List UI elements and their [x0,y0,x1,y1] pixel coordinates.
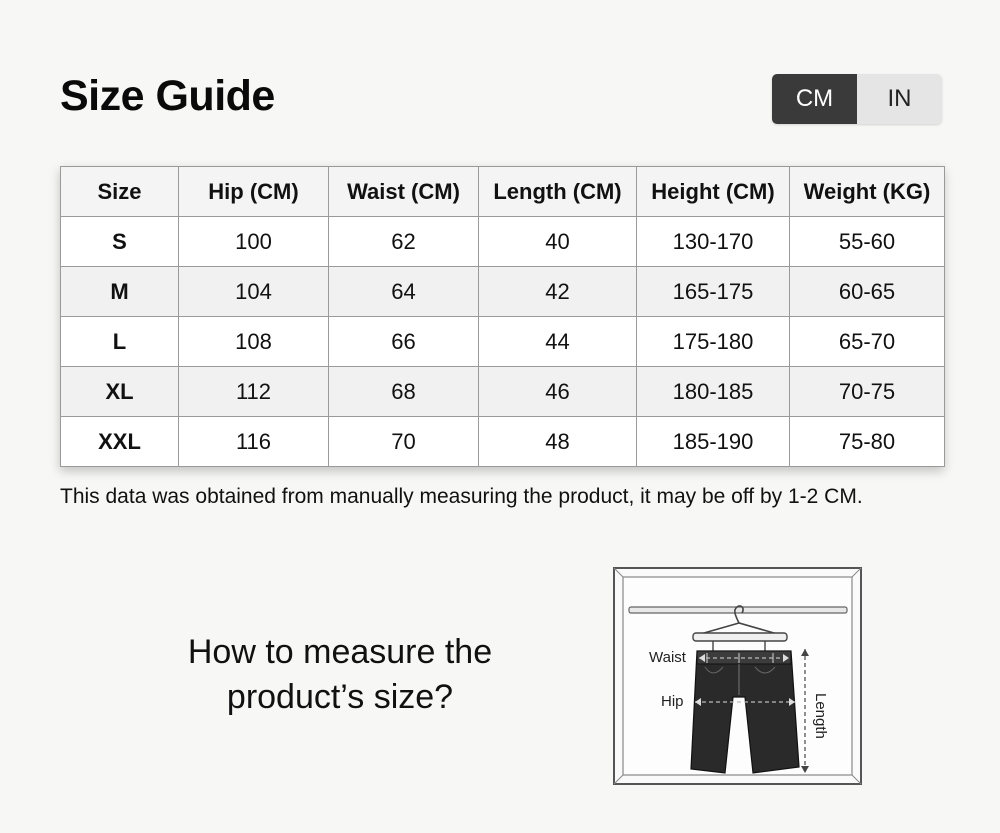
weight-cell: 75-80 [790,417,945,467]
column-header-length: Length (CM) [479,167,637,217]
waist-cell: 66 [329,317,479,367]
size-cell: M [61,267,179,317]
table-row [61,217,945,267]
column-header-waist: Waist (CM) [329,167,479,217]
weight-cell: 60-65 [790,267,945,317]
height-cell: 185-190 [637,417,790,467]
hip-cell: 108 [179,317,329,367]
hip-cell: 116 [179,417,329,467]
weight-cell: 65-70 [790,317,945,367]
length-cell: 46 [479,367,637,417]
measurement-diagram [613,567,863,787]
size-cell: XL [61,367,179,417]
weight-cell: 55-60 [790,217,945,267]
table-header-row [61,167,945,217]
page-title: Size Guide [60,72,275,120]
length-cell: 48 [479,417,637,467]
length-cell: 42 [479,267,637,317]
weight-cell: 70-75 [790,367,945,417]
waist-cell: 68 [329,367,479,417]
table-row [61,417,945,467]
measure-question-line2: product’s size? [226,678,454,716]
size-table [60,166,944,467]
hip-cell: 104 [179,267,329,317]
column-header-weight: Weight (KG) [790,167,945,217]
unit-toggle[interactable] [772,74,942,124]
length-cell: 44 [479,317,637,367]
unit-cm-button[interactable]: CM [772,74,857,124]
table-row [61,317,945,367]
unit-in-button[interactable]: IN [857,74,942,124]
waist-cell: 62 [329,217,479,267]
hip-label: Hip [661,693,684,710]
hanging-rail [629,607,847,613]
height-cell: 175-180 [637,317,790,367]
waist-cell: 64 [329,267,479,317]
size-cell: L [61,317,179,367]
measure-question-line1: How to measure the [187,633,493,671]
column-header-hip: Hip (CM) [179,167,329,217]
column-header-size: Size [61,167,179,217]
waist-label: Waist [649,649,686,666]
table-row [61,267,945,317]
length-cell: 40 [479,217,637,267]
hip-cell: 100 [179,217,329,267]
height-cell: 165-175 [637,267,790,317]
measurement-disclaimer: This data was obtained from manually measuring the product, it may be off by 1-2 CM. [60,485,863,508]
size-cell: XXL [61,417,179,467]
length-label: Length [812,693,829,739]
table-row [61,367,945,417]
column-header-height: Height (CM) [637,167,790,217]
measure-question [150,630,530,720]
height-cell: 180-185 [637,367,790,417]
hip-cell: 112 [179,367,329,417]
waist-cell: 70 [329,417,479,467]
size-cell: S [61,217,179,267]
height-cell: 130-170 [637,217,790,267]
